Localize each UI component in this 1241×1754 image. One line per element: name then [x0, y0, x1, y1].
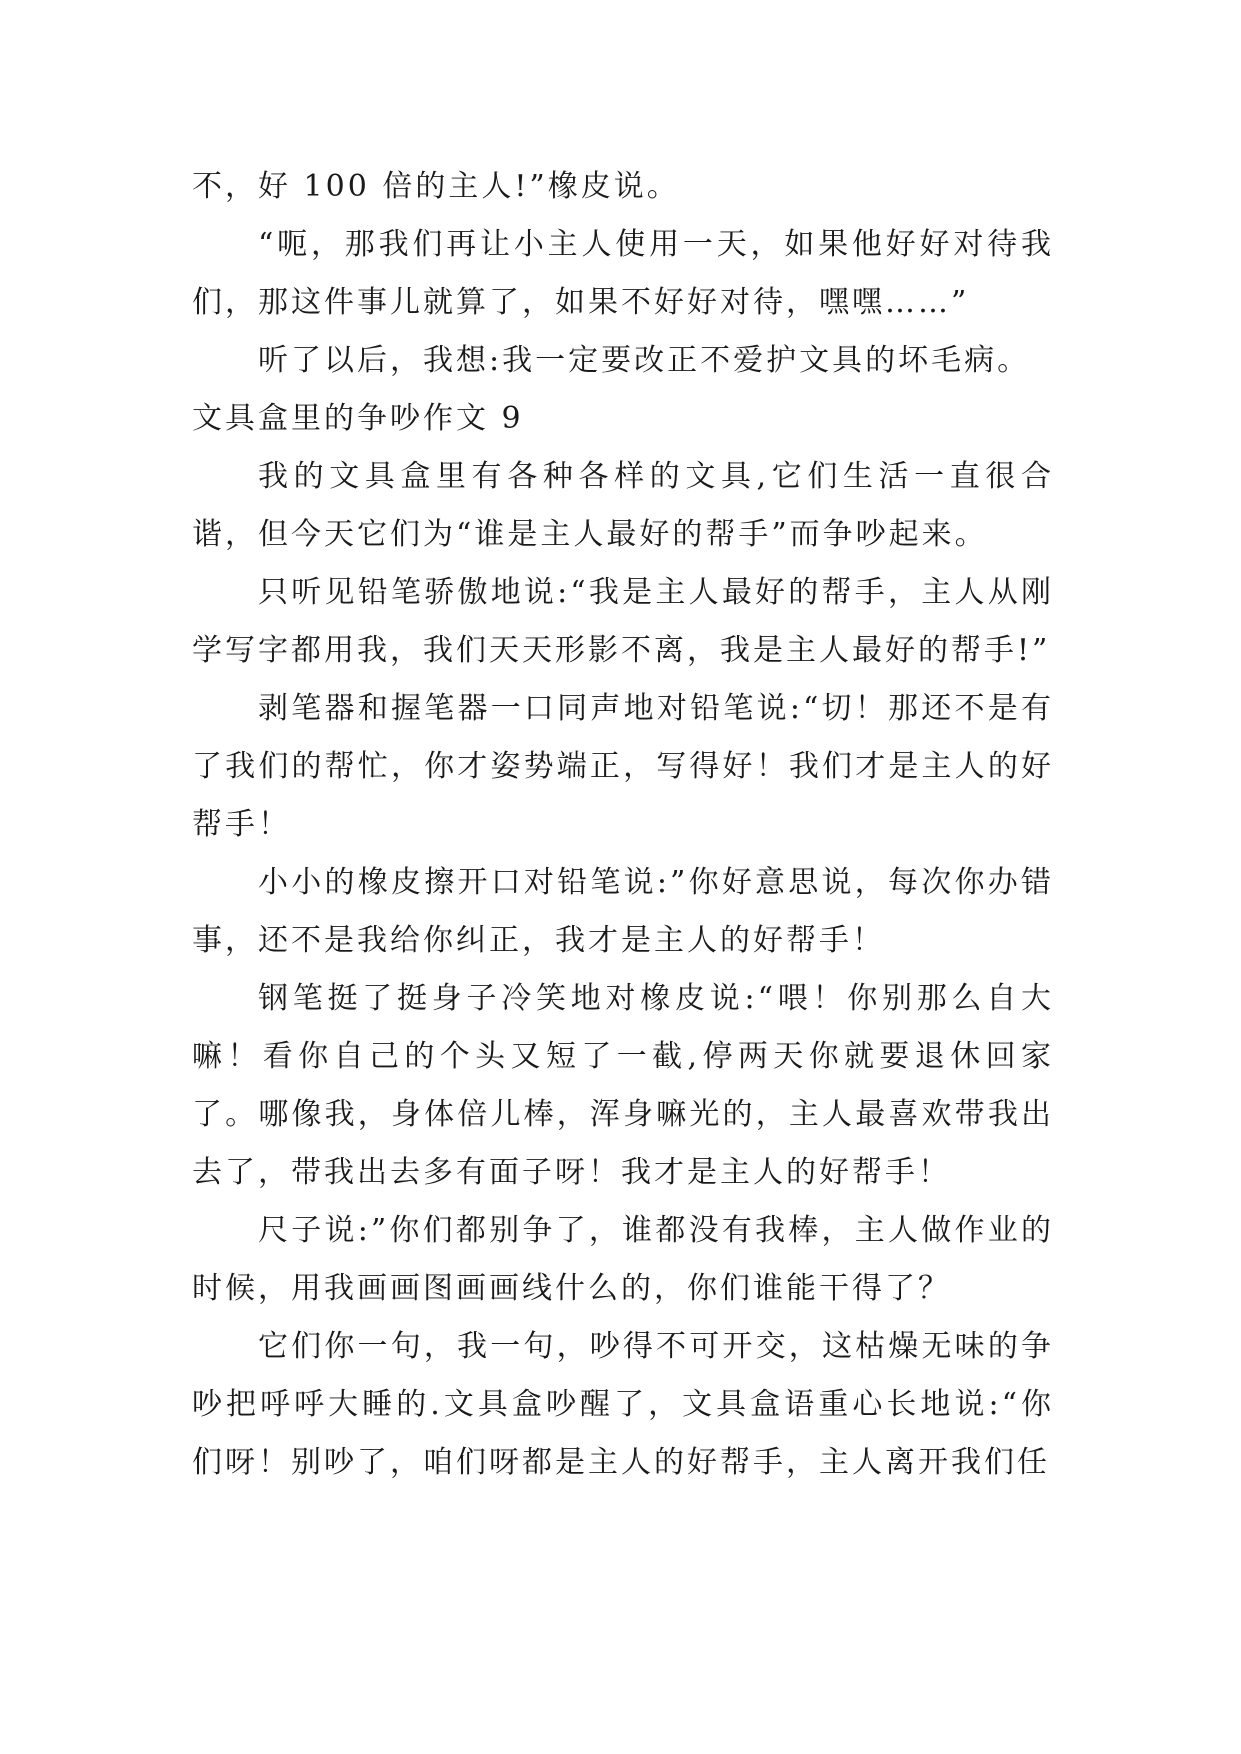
- document-body: [192, 158, 1054, 1492]
- paragraph: 钢笔挺了挺身子冷笑地对橡皮说:“喂！你别那么自大嘛！看你自己的个头又短了一截,停两天你就要退休回家了。哪像我，身体倍儿棒，浑身嘛光的，主人最喜欢带我出去了，带我出去多有面子呀！我才是主人的好帮手！: [192, 981, 1054, 1190]
- paragraph: 尺子说:”你们都别争了，谁都没有我棒，主人做作业的时候，用我画画图画画线什么的，你们谁能干得了？: [192, 1213, 1054, 1306]
- paragraph: 我的文具盒里有各种各样的文具,它们生活一直很合谐，但今天它们为“谁是主人最好的帮手”而争吵起来。: [192, 459, 1054, 552]
- paragraph: 听了以后，我想:我一定要改正不爱护文具的坏毛病。: [258, 343, 1031, 378]
- paragraph: 它们你一句，我一句，吵得不可开交，这枯燥无味的争吵把呼呼大睡的.文具盒吵醒了，文具盒语重心长地说:“你们呀！别吵了，咱们呀都是主人的好帮手，主人离开我们任: [192, 1329, 1054, 1480]
- paragraph: 只听见铅笔骄傲地说:“我是主人最好的帮手，主人从刚学写字都用我，我们天天形影不离，我是主人最好的帮手!”: [192, 575, 1054, 668]
- paragraph: 小小的橡皮擦开口对铅笔说:”你好意思说，每次你办错事，还不是我给你纠正，我才是主人的好帮手！: [192, 865, 1054, 958]
- section-heading: 文具盒里的争吵作文 9: [192, 401, 524, 436]
- paragraph: 不，好 100 倍的主人!”橡皮说。: [192, 169, 680, 204]
- paragraph: “呃，那我们再让小主人使用一天，如果他好好对待我们，那这件事儿就算了，如果不好好对待，嘿嘿……”: [192, 227, 1054, 320]
- paragraph: 剥笔器和握笔器一口同声地对铅笔说:“切！那还不是有了我们的帮忙，你才姿势端正，写得好！我们才是主人的好帮手！: [192, 691, 1054, 842]
